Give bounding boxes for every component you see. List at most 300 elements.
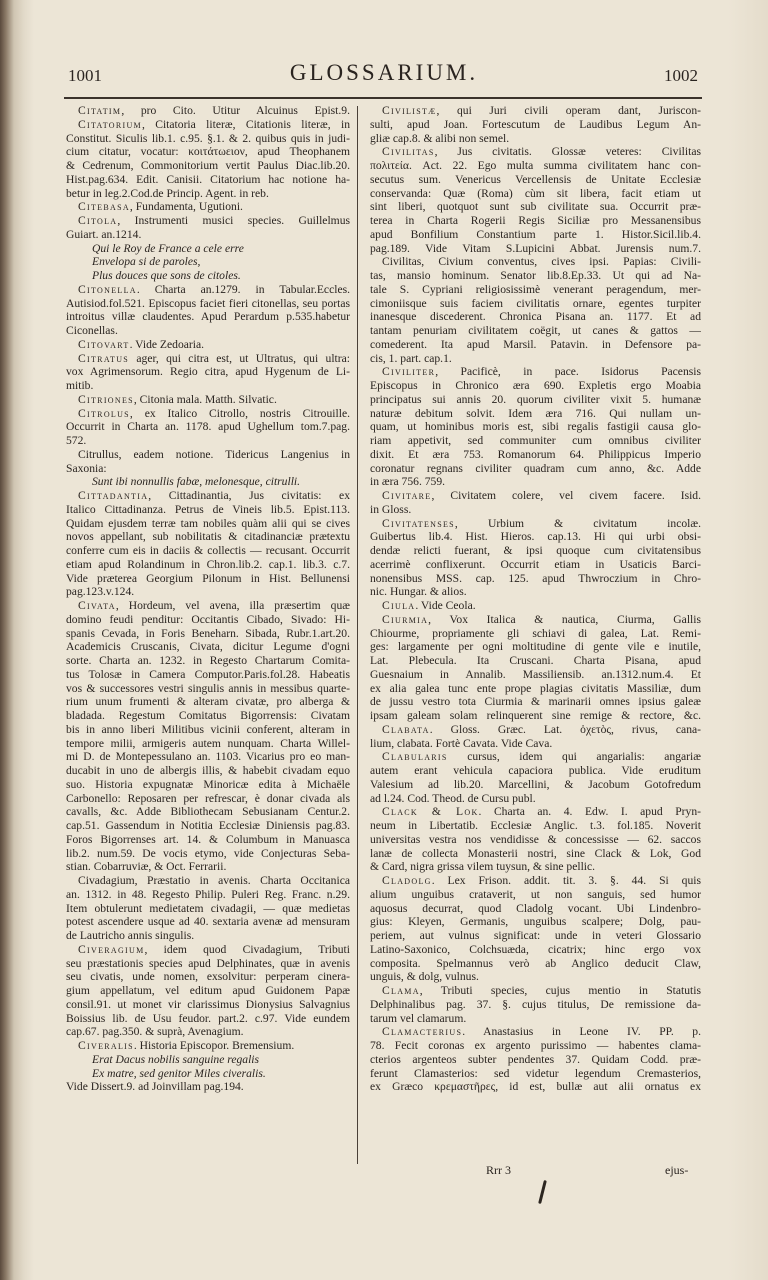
headword: Clabularis — [382, 750, 448, 764]
headword: Citovart — [78, 337, 130, 351]
headword: Citola — [78, 214, 118, 227]
line-text: Foros Bigorrenses art. 14. & Columbum in Manuasca — [66, 832, 350, 846]
headword: Civitare — [382, 489, 432, 502]
headword: Citebasa — [78, 200, 130, 214]
line-text: suo. Historia expugnatæ Minoricæ edita à Michaële — [66, 777, 350, 791]
text-line — [370, 819, 701, 833]
line-text: principatus sui annis 20. quorum civiliter vixit 5. humanæ — [370, 392, 701, 406]
text-line — [66, 297, 350, 311]
entry-line — [66, 104, 350, 118]
entry-line — [370, 874, 701, 888]
text-line — [370, 228, 701, 242]
line-text: Chiourme, propriamente gli schiavi di galea, Lat. Remi- — [370, 626, 701, 640]
line-text: Sunt ibi nonnullis fabæ, melonesque, citrulli. — [92, 475, 301, 489]
column-number-right: 1002 — [664, 66, 698, 85]
line-text: Qui le Roy de France a cele erre — [92, 241, 244, 255]
text-line — [66, 572, 350, 586]
line-text: de Lautricho annis singulis. — [66, 929, 195, 942]
column-number-left: 1001 — [68, 66, 102, 85]
line-text: acerrimè conflixerunt. Occurrit etiam in Usaticis Barci- — [370, 557, 701, 571]
line-text: Guiart. an.1214. — [66, 227, 142, 241]
headword: Citatim — [78, 104, 122, 117]
line-text: secutus sum. Venericus Vercellensis de Unitate Ecclesiæ — [370, 172, 701, 186]
line-text: cavalls, &c. Adde Bibliothecam Sebusianam Centur.2. — [66, 805, 350, 819]
text-line — [66, 420, 350, 434]
text-line — [370, 173, 701, 187]
text-line — [370, 310, 701, 324]
text-line — [66, 833, 350, 847]
line-text: Hist.pag.634. Edit. Canisii. Citatorium hac notione ha- — [66, 172, 350, 186]
text-line — [370, 297, 701, 311]
headword: Cladolg — [382, 874, 432, 887]
line-text: , Hordeum, vel avena, illa præsertim quæ — [115, 599, 350, 612]
line-text: tale S. Cypriani religiosissimè venerant peragendum, mer- — [370, 282, 701, 296]
line-text: Civadagium, Præstatio in avenis. Charta Occitanica — [78, 874, 350, 887]
line-text: tus Tolosæ in Camera Computor.Paris.fol.28. Habeatis — [66, 667, 350, 681]
entry-line — [66, 200, 350, 214]
text-line — [66, 558, 350, 572]
line-text: , Citatoria literæ, Citationis literæ, in — [141, 117, 350, 131]
text-line — [66, 860, 350, 874]
line-text: universitas vestra nos vendidisse & concessisse — 62. saccos — [370, 832, 701, 846]
line-text: mitib. — [66, 379, 94, 392]
line-text: . Vide Zedoaria. — [129, 337, 205, 351]
line-text: Guesnaium in Annalib. Massiliensib. an.1312.num.4. Et — [370, 667, 701, 681]
text-line — [66, 764, 350, 778]
text-line — [66, 228, 350, 242]
text-line — [66, 544, 350, 558]
headword: Citratus — [78, 351, 130, 365]
line-text: cap.67. pag.350. & suprà, Avenagium. — [66, 1025, 244, 1039]
text-line — [370, 242, 701, 256]
line-text: apud Bonfilium Constantium parte 1. Histor.Sicil.lib.4. — [370, 227, 701, 241]
entry-line — [66, 407, 350, 421]
line-text: dixit. Et æra 753. Romanorum 64. Philippicus Imperio — [370, 447, 701, 461]
catchword: ejus- — [665, 1163, 689, 1177]
line-text: aquosus decurrat, quod Cladolg vocant. Ubi Lindenbro- — [370, 901, 701, 915]
headword: Citonella — [78, 282, 137, 296]
text-line — [370, 379, 701, 393]
text-line — [66, 434, 350, 448]
line-text: cimoniisque suis faciem civilitatis ornare, egentes turpiter — [370, 296, 701, 310]
text-line — [370, 860, 701, 874]
line-text: vox Agrimensorum. Regio citra, apud Hygenum de Li- — [66, 365, 350, 379]
text-line — [66, 984, 350, 998]
line-text: in æra 756. 759. — [370, 475, 446, 489]
text-line — [66, 750, 350, 764]
running-title: GLOSSARIUM. — [289, 60, 479, 85]
text-line — [370, 352, 701, 366]
text-line — [66, 448, 350, 462]
text-line — [370, 159, 701, 173]
line-text: Ciconellas. — [66, 324, 118, 337]
line-text: Boissius lib. de Usu feudor. part.2. c.97. Vide eundem — [66, 1011, 350, 1025]
text-line — [66, 998, 350, 1012]
line-text: spanis Cevada, in Foris Beneharn. Sibada, Rubr.1.art.20. — [66, 626, 350, 640]
line-text: Episcopus in Chronico æra 690. Expletis ergo Moabia — [370, 379, 701, 392]
text-line — [66, 778, 350, 792]
text-line — [370, 929, 701, 943]
line-text: Occurrit in Charta an. 1178. apud Ughellum tom.7.pag. — [66, 420, 350, 434]
text-line — [66, 379, 350, 393]
line-text: autem erant vehicula capaciora publica. Vide eruditum — [370, 764, 701, 777]
line-text: Lat. Plebecula. Ita Cruscani. Charta Pisana, apud — [370, 654, 701, 667]
line-text: ipsam galeam solam relinquerent sine remige & rectore, &c. — [370, 709, 701, 722]
line-text: bladada. Regestum Comitatus Bigorrensis: Civatam — [66, 709, 350, 722]
line-text: gium appellatum, vel editum apud Guidonem Papæ — [66, 984, 350, 997]
line-text: ager, qui citra est, ut Ultratus, qui ultra: — [129, 351, 350, 365]
text-line — [66, 819, 350, 833]
headword: Citrolus — [78, 406, 130, 420]
line-text: ducabit in uno de albergis illis, & habebit civadam equo — [66, 764, 350, 777]
line-text: Guibertus lib.4. Hist. Hieros. cap.13. Hi qui urbi obsi- — [370, 530, 701, 544]
line-text: cium citatur, vocatur: κοιτάτωειον, apud Theophanem — [66, 145, 350, 159]
text-line — [66, 132, 350, 146]
line-text: . Charta an. 4. Edw. I. apud Pryn- — [478, 805, 701, 819]
text-line — [370, 1053, 701, 1067]
text-line — [66, 915, 350, 929]
text-line — [66, 902, 350, 916]
entry-line — [370, 750, 701, 764]
line-text: . Historia Episcopor. Bremensium. — [133, 1039, 295, 1052]
line-text: vos & successores vestri singulis annis in messibus quarte- — [66, 681, 350, 695]
line-text: Autisiod.fol.521. Episcopus faciet fieri citonellas, seu portas — [66, 296, 350, 310]
line-text: terea in Charta Rogerii Regis Siciliæ pro Messanensibus — [370, 214, 701, 227]
line-text: conservanda: Quæ (Roma) cùm sit libera, facit etiam ut — [370, 186, 701, 200]
text-line — [370, 558, 701, 572]
line-text: nic. Hungar. & alios. — [370, 585, 467, 599]
text-line — [370, 778, 701, 792]
headword: Clack & Lok — [382, 805, 479, 819]
line-text: novos appellant, sub nobilitatis & citadinanciæ prætextu — [66, 530, 350, 544]
line-text: Vide præterea Georgium Pilonum in Hist. Bellunensi — [66, 571, 350, 585]
text-line — [370, 1012, 701, 1026]
entry-line — [370, 365, 701, 379]
line-text: Valesium ad lib.20. Marcellini, & Jacobum Gotofredum — [370, 777, 701, 791]
line-text: pag.189. Vide Vitam S.Lupicini Abbat. Jurensis num.7. — [370, 241, 701, 255]
line-text: , pro Cito. Utitur Alcuinus Epist.9. — [121, 104, 350, 117]
headword: Ciula — [382, 599, 416, 612]
line-text: Civilitas, Civium conventus, cives ipsi. Papias: Civili- — [382, 255, 701, 269]
text-line — [66, 805, 350, 819]
text-line — [66, 627, 350, 641]
line-text: consil.91. ut monet vir clarissimus Dionysius Salvagnius — [66, 997, 350, 1011]
line-text: , Fundamenta, Ugutioni. — [129, 200, 243, 214]
line-text: ex alia galea tunc ente prope plagias civitatis Massiliæ, dum — [370, 681, 701, 695]
line-text: . Vide Ceola. — [415, 599, 476, 612]
line-text: , Tributi species, cujus mentio in Statutis — [419, 984, 701, 997]
text-line — [66, 517, 350, 531]
verse-line — [66, 255, 350, 269]
text-line — [66, 613, 350, 627]
text-line — [370, 654, 701, 668]
line-text: nonensibus MSS. cap. 125. apud Thwroczium in Chro- — [370, 571, 701, 585]
text-line — [370, 462, 701, 476]
text-line — [370, 888, 701, 902]
headword: Cittadantia — [78, 489, 149, 502]
line-text: betur in leg.2.Cod.de Princip. Agent. in reb. — [66, 186, 269, 200]
text-line — [370, 407, 701, 421]
line-text: , qui Juri civili operam dant, Juriscon- — [436, 104, 701, 117]
line-text: coronatur regnans civiliter quadram cum anno, &c. Adde — [370, 461, 701, 475]
line-text: sorte. Charta an. 1232. in Regesto Chartarum Comita- — [66, 654, 350, 667]
column-divider — [357, 106, 358, 1164]
entry-line — [66, 943, 350, 957]
text-line — [370, 187, 701, 201]
text-line — [370, 269, 701, 283]
line-text: domino feudi penditur: Occitantis Cibado, Sivado: Hi- — [66, 612, 350, 626]
line-text: . Charta an.1279. in Tabular.Eccles. — [136, 282, 350, 296]
headword: Civata — [78, 599, 116, 612]
text-line — [370, 255, 701, 269]
line-text: , idem quod Civadagium, Tributi — [144, 942, 350, 956]
entry-line — [370, 723, 701, 737]
text-line — [370, 434, 701, 448]
text-line — [66, 145, 350, 159]
line-text: pag.123.v.124. — [66, 585, 135, 599]
line-text: lium, clabata. Fortè Cavata. Vide Cava. — [370, 736, 553, 750]
line-text: Italico Cittadinanza. Petrus de Vineis lib.5. Epist.113. — [66, 502, 350, 516]
entry-line — [370, 613, 701, 627]
line-text: cterios argenteos subter pendentes 37. Quidam Codd. præ- — [370, 1052, 701, 1066]
line-text: rium unum frumenti & alteram civatæ, pro alberga & — [66, 695, 350, 709]
headword: Civilistæ — [382, 104, 437, 117]
line-text: 78. Fecit coronas ex argento purissimo — habentes clama- — [370, 1039, 701, 1052]
verse-line — [66, 1067, 350, 1081]
text-line — [370, 1067, 701, 1081]
line-text: seu civatis, unde nomen, exsolvitur: perperam cinera- — [66, 970, 350, 984]
text-line — [66, 792, 350, 806]
text-line — [370, 1039, 701, 1053]
line-text: comederent. Ita apud Marsil. Patavin. in Defensore pa- — [370, 337, 701, 351]
line-text: introitus villæ claudentes. Apud Perardum p.535.habetur — [66, 310, 350, 324]
entry-line — [370, 805, 701, 819]
text-line — [370, 503, 701, 517]
line-text: Ex matre, sed genitor Miles civeralis. — [92, 1066, 266, 1080]
line-text: seu præstationis species apud Delphinates, quæ in avenis — [66, 956, 350, 970]
text-line — [66, 173, 350, 187]
line-text: gius: Kleyen, Germanis, unguibus scalpere; Dolg, pau- — [370, 915, 701, 929]
text-line — [370, 668, 701, 682]
line-text: stian. Cobarruviæ, & Oct. Ferrarii. — [66, 860, 227, 874]
entry-line — [66, 1039, 350, 1053]
text-line — [66, 970, 350, 984]
text-line — [370, 393, 701, 407]
text-line — [370, 585, 701, 599]
right-column — [370, 104, 701, 1094]
entry-line — [66, 599, 350, 613]
line-text: & Cedrenum, Commonitorium vertit Paulus Diac.lib.20. — [66, 159, 350, 172]
text-line — [370, 1080, 701, 1094]
line-text: 572. — [66, 434, 87, 447]
line-text: cap.51. Gassendum in Notitia Ecclesiæ Diniensis pag.83. — [66, 819, 350, 832]
headword: Civeragium — [78, 942, 145, 956]
line-text: riam appetivit, sed communiter cum omnibus civiliter — [370, 434, 701, 447]
line-text: tas, mansio hominum. Senator lib.8.Ep.33. Ut qui ad Na- — [370, 269, 701, 282]
entry-line — [370, 1025, 701, 1039]
text-line — [66, 723, 350, 737]
text-line — [370, 695, 701, 709]
headword: Citriones — [78, 392, 134, 406]
line-text: sulti, apud Joan. Fortescutum de Laudibus Legum An- — [370, 117, 701, 131]
line-text: tarum vel clamarum. — [370, 1011, 467, 1025]
line-text: Carbonello: Reposaren per refrescar, è donar civada als — [66, 791, 350, 805]
text-line — [370, 627, 701, 641]
text-line — [370, 324, 701, 338]
entry-line — [66, 214, 350, 228]
entry-line — [370, 104, 701, 118]
text-line — [370, 448, 701, 462]
text-line — [370, 764, 701, 778]
text-line — [370, 132, 701, 146]
entry-line — [66, 489, 350, 503]
headword: Clamacterius — [382, 1025, 463, 1039]
text-line — [66, 888, 350, 902]
text-line — [370, 998, 701, 1012]
text-line — [370, 544, 701, 558]
line-text: , Citonia mala. Matth. Silvatic. — [133, 392, 277, 406]
line-text: cis, 1. part. cap.1. — [370, 351, 452, 365]
line-text: , Vox Italica & nautica, Ciurma, Gallis — [428, 612, 701, 626]
text-line — [66, 957, 350, 971]
line-text: Plus douces que sons de citoles. — [92, 269, 241, 282]
text-line — [66, 462, 350, 476]
text-line — [66, 530, 350, 544]
line-text: , Cittadinantia, Jus civitatis: ex — [148, 489, 350, 502]
text-line — [370, 283, 701, 297]
text-line — [66, 682, 350, 696]
line-text: , ex Italico Citrollo, nostris Citrouille. — [129, 406, 350, 420]
line-text: ferunt Clamasterios: sed videtur legendum Cremasterios, — [370, 1066, 701, 1080]
line-text: tantam penuriam civilitatem coëgit, ut canes & gattos — — [370, 324, 701, 337]
line-text: naturæ debitum solvit. Idem æra 716. Qui nullam un- — [370, 406, 701, 420]
line-text: ad l.24. Cod. Theod. de Cursu publ. — [370, 791, 536, 805]
text-line — [66, 847, 350, 861]
text-line — [370, 338, 701, 352]
text-line — [370, 200, 701, 214]
verse-line — [66, 242, 350, 256]
text-line — [370, 792, 701, 806]
text-line — [370, 915, 701, 929]
line-text: , Civitatem colere, vel civem facere. Isid. — [431, 489, 701, 502]
verse-line — [66, 269, 350, 283]
text-line — [370, 847, 701, 861]
line-text: Envelopa si de paroles, — [92, 255, 201, 269]
text-line — [66, 1080, 350, 1094]
text-line — [370, 833, 701, 847]
headword: Civilitas — [382, 145, 435, 159]
verse-line — [66, 475, 350, 489]
entry-line — [370, 489, 701, 503]
text-line — [370, 530, 701, 544]
entry-line — [66, 118, 350, 132]
line-text: etiam apud Rolandinum in Chron.lib.2. cap.1. lib.3. c.7. — [66, 557, 350, 571]
text-line — [66, 737, 350, 751]
line-text: Saxonia: — [66, 461, 107, 475]
verse-line — [66, 1053, 350, 1067]
line-text: tempore milii, armigeris autem nunquam. Charta Willel- — [66, 736, 350, 750]
entry-line — [370, 984, 701, 998]
line-text: in Gloss. — [370, 502, 412, 516]
book-binding-edge — [0, 0, 34, 1280]
text-line — [66, 585, 350, 599]
text-line — [370, 970, 701, 984]
line-text: quam, ut hominibus moris est, sibi regalis fastigii causa glo- — [370, 420, 701, 434]
text-line — [370, 118, 701, 132]
line-text: Quidam ejusdem terræ tam nobiles quàm alii qui se cives — [66, 516, 350, 530]
line-text: ges: largamente per ogni moltitudine di gente vile e inutile, — [370, 640, 701, 654]
line-text: . Gloss. Græc. Lat. ὀχετὸς, rivus, cana- — [429, 722, 701, 736]
text-line — [370, 572, 701, 586]
text-line — [370, 957, 701, 971]
line-text: . Lex Frison. addit. tit. 3. §. 44. Si quis — [431, 874, 701, 887]
line-text: Vide Dissert.9. ad Joinvillam pag.194. — [66, 1080, 244, 1094]
line-text: bis in anno liberi Militibus vicinii conferent, alteram in — [66, 722, 350, 736]
headword: Civeralis — [78, 1039, 134, 1052]
text-line — [370, 475, 701, 489]
text-line — [66, 695, 350, 709]
text-line — [370, 737, 701, 751]
line-text: Delphinalibus pag. 37. §. cujus titulus, De remissione da- — [370, 997, 701, 1011]
text-line — [66, 324, 350, 338]
line-text: inanesque discederent. Chronica Pisana an. 1177. Et ad — [370, 310, 701, 324]
left-column — [66, 104, 350, 1094]
line-text: Citrullus, eadem notione. Tidericus Langenius in — [78, 447, 350, 461]
header-rule — [64, 97, 702, 99]
line-text: , Jus civitatis. Glossæ veteres: Civilitas — [434, 145, 701, 159]
text-line — [66, 310, 350, 324]
signature-mark: Rrr 3 — [486, 1163, 511, 1177]
line-text: Constitut. Siculis lib.1. c.95. §.1. & 2. quibus quis in judi- — [66, 131, 350, 145]
line-text: Item obtulerunt medietatem civadagii, — quæ medietas — [66, 901, 350, 915]
text-line — [370, 682, 701, 696]
text-line — [66, 709, 350, 723]
line-text: πολιτεία. Act. 22. Ego multa summa civilitatem hanc con- — [370, 159, 701, 172]
headword: Civitatenses — [382, 516, 455, 530]
text-line — [370, 214, 701, 228]
page-edge-shade — [728, 0, 768, 1280]
line-text: Erat Dacus nobilis sanguine regalis — [92, 1052, 260, 1066]
headword: Clabata — [382, 722, 430, 736]
line-text: unguis, & dolg, vulnus. — [370, 970, 479, 984]
line-text: . Anastasius in Leone IV. PP. p. — [462, 1025, 701, 1039]
line-text: cursus, idem qui angarialis: angariæ — [447, 750, 701, 764]
line-text: de jussu vestro tota Ciurmia & marinarii omnes ipsius galeæ — [370, 695, 701, 709]
entry-line — [66, 393, 350, 407]
line-text: alium unguibus crataverit, ut non sanguis, sed humor — [370, 887, 701, 901]
line-text: lanæ de collecta Monasterii nostri, sine Clack & Lok, God — [370, 846, 701, 860]
line-text: dendæ relicti fuerant, & ipsi quoque cum civitatensibus — [370, 544, 701, 557]
entry-line — [66, 283, 350, 297]
text-line — [66, 159, 350, 173]
line-text: , Pacificè, in pace. Isidorus Pacensis — [435, 365, 701, 379]
line-text: composita. Spelmannus verò ab Anglico deducit Claw, — [370, 956, 701, 970]
headword: Civiliter — [382, 365, 436, 379]
text-line — [370, 902, 701, 916]
text-line — [66, 640, 350, 654]
line-text: periem, aut vulnus significat: unde in veteri Glossario — [370, 929, 701, 942]
headword: Ciurmia — [382, 612, 429, 626]
text-line — [66, 929, 350, 943]
text-line — [370, 420, 701, 434]
entry-line — [370, 145, 701, 159]
text-line — [370, 943, 701, 957]
ink-mark — [538, 1180, 547, 1204]
line-text: Latino-Saxonico, Colchsuæda, cicatrix; hinc ergo vox — [370, 942, 701, 956]
text-line — [66, 668, 350, 682]
entry-line — [66, 338, 350, 352]
line-text: mi D. de Montepessulano an. 1103. Vicarius pro eo man- — [66, 750, 350, 764]
